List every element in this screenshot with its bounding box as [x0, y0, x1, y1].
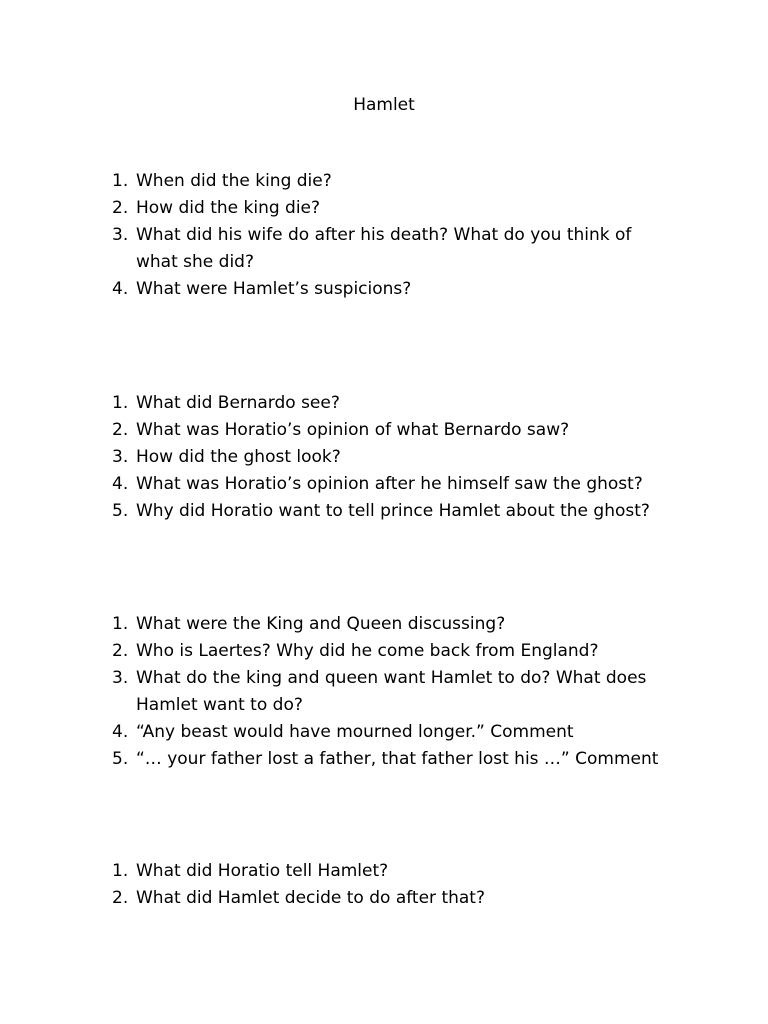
- question-number: 2.: [112, 888, 129, 908]
- question-number: 1.: [112, 393, 129, 413]
- question-text: What did his wife do after his death? What do you think of what she did?: [136, 225, 632, 272]
- document-title: Hamlet: [353, 95, 415, 115]
- question-number: 3.: [112, 225, 129, 245]
- question-item: [112, 498, 672, 525]
- question-text: What was Horatio’s opinion after he himself saw the ghost?: [136, 474, 643, 494]
- question-number: 2.: [112, 641, 129, 661]
- question-text: What did Hamlet decide to do after that?: [136, 888, 485, 908]
- question-number: 2.: [112, 420, 129, 440]
- question-number: 4.: [112, 279, 129, 299]
- question-item: [112, 746, 672, 773]
- question-list-3: [112, 611, 672, 773]
- question-item: [112, 471, 672, 498]
- question-number: 2.: [112, 198, 129, 218]
- question-list-2: [112, 390, 672, 525]
- question-item: [112, 276, 672, 303]
- question-number: 1.: [112, 861, 129, 881]
- question-number: 1.: [112, 171, 129, 191]
- question-item: [112, 168, 672, 195]
- question-item: [112, 390, 672, 417]
- question-item: [112, 195, 672, 222]
- question-text: When did the king die?: [136, 171, 332, 191]
- question-text: What did Horatio tell Hamlet?: [136, 861, 389, 881]
- question-item: [112, 858, 672, 885]
- question-text: “Any beast would have mourned longer.” Comment: [136, 722, 574, 742]
- question-item: [112, 611, 672, 638]
- question-text: “… your father lost a father, that father lost his …” Comment: [136, 749, 659, 769]
- question-text: How did the ghost look?: [136, 447, 341, 467]
- question-number: 1.: [112, 614, 129, 634]
- question-list-4: [112, 858, 672, 912]
- question-item: [112, 222, 672, 276]
- question-number: 5.: [112, 749, 129, 769]
- question-text: What did Bernardo see?: [136, 393, 340, 413]
- question-text: What were Hamlet’s suspicions?: [136, 279, 412, 299]
- question-text: What do the king and queen want Hamlet to do? What does Hamlet want to do?: [136, 668, 647, 715]
- question-number: 4.: [112, 474, 129, 494]
- question-text: Why did Horatio want to tell prince Hamlet about the ghost?: [136, 501, 650, 521]
- question-number: 3.: [112, 447, 129, 467]
- question-item: [112, 417, 672, 444]
- question-list-1: [112, 168, 672, 303]
- question-text: What were the King and Queen discussing?: [136, 614, 506, 634]
- question-number: 5.: [112, 501, 129, 521]
- question-item: [112, 638, 672, 665]
- question-text: How did the king die?: [136, 198, 321, 218]
- question-text: What was Horatio’s opinion of what Bernardo saw?: [136, 420, 570, 440]
- question-text: Who is Laertes? Why did he come back from England?: [136, 641, 599, 661]
- question-number: 4.: [112, 722, 129, 742]
- question-item: [112, 719, 672, 746]
- question-item: [112, 444, 672, 471]
- question-item: [112, 665, 672, 719]
- question-number: 3.: [112, 668, 129, 688]
- question-item: [112, 885, 672, 912]
